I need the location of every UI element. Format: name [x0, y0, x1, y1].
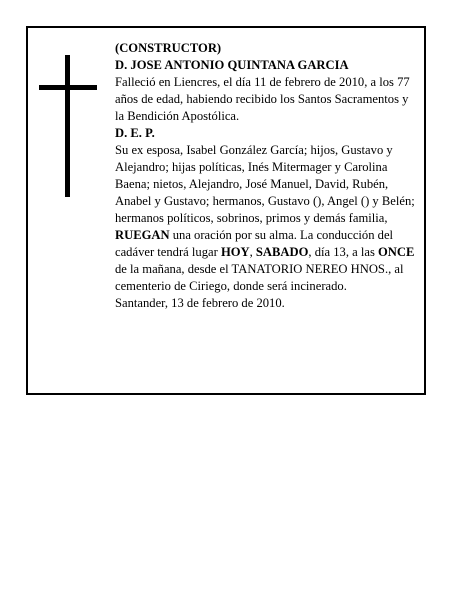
funeral-text-1: una oración por su alma. La conducción del cadáver tendrá lugar [115, 228, 394, 259]
latin-cross-icon [39, 55, 97, 197]
once-word: ONCE [378, 245, 415, 259]
deceased-name: D. JOSE ANTONIO QUINTANA GARCIA [115, 58, 349, 72]
funeral-text-2: , día 13, a las [308, 245, 379, 259]
funeral-text-3: de la mañana, desde el TANATORIO NEREO HNOS., al cementerio de Ciriego, donde será incinerado. [115, 262, 404, 293]
place-date: Santander, 13 de febrero de 2010. [115, 296, 285, 310]
death-statement: Falleció en Liencres, el día 11 de febrero de 2010, a los 77 años de edad, habiendo recibido los Santos Sacramentos y la Bendición Apostólica. [115, 75, 410, 123]
cross-horizontal-bar [39, 85, 97, 90]
sabado-word: SABADO [255, 245, 309, 259]
hoy-word: HOY [220, 245, 250, 259]
ruegan-word: RUEGAN [115, 228, 170, 242]
funeral-details [115, 227, 420, 295]
cross-vertical-bar [65, 55, 70, 197]
occupation: (CONSTRUCTOR) [115, 41, 222, 55]
family-list: Su ex esposa, Isabel González García; hijos, Gustavo y Alejandro; hijas políticas, Inés Mitermager y Carolina Baena; nietos, Alejandro, José Manuel, David, Rubén, Anabel y Gustavo; hermanos, Gustavo (), Angel () y Belén; hermanos políticos, sobrinos, primos y demás familia, [115, 143, 415, 225]
notice-text [115, 40, 420, 312]
obituary-notice [26, 26, 426, 395]
funeral-sep-1: , [249, 245, 256, 259]
dep-abbreviation: D. E. P. [115, 126, 155, 140]
